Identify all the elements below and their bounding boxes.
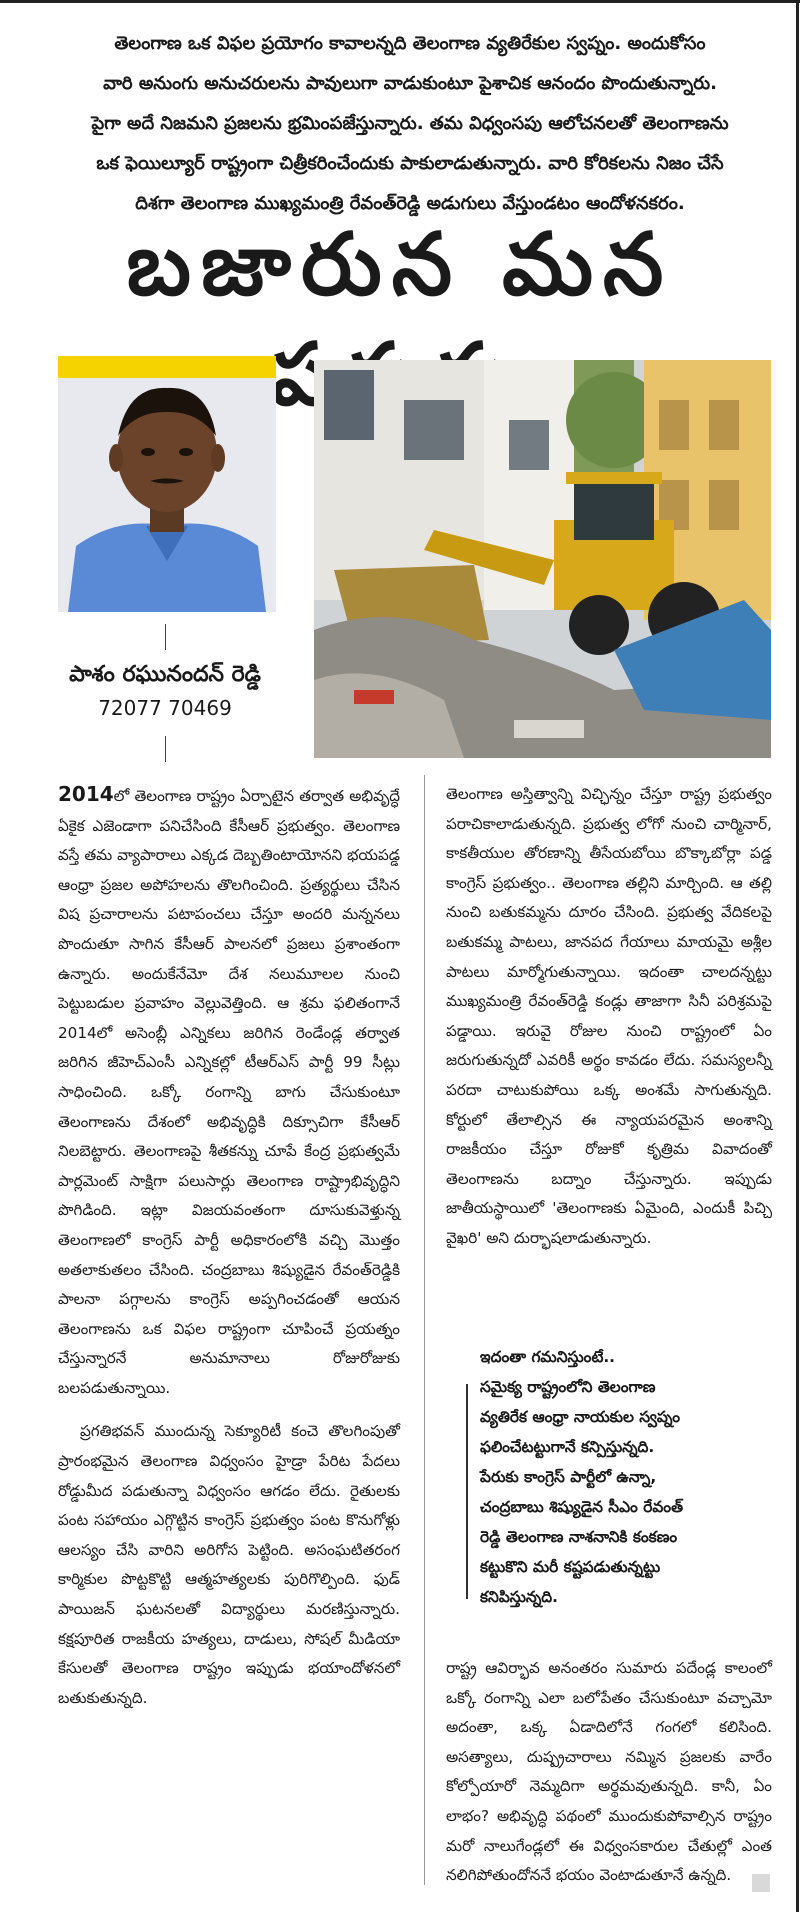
pull-quote-line: కట్టుకొని మరీ కష్టపడుతున్నట్టు (480, 1558, 661, 1576)
paragraph: ప్రగతిభవన్ ముందున్న సెక్యూరిటీ కంచె తొలగింపుతో ప్రారంభమైన తెలంగాణ విధ్వంసం హైడ్రా పేరిట పేదలు రోడ్డుమీద పడుతున్నా విధ్వంసం ఆగడం లేదు. రైతులకు పంట సహాయం ఎగ్గొట్టిన కాంగ్రెస్ ప్రభుత్వం పంట కొనుగోళ్లు ఆలస్యం చేసి వారిని అరిగోస పెట్టింది. అసంఘటితరంగ కార్మికుల పొట్టకొట్టి ఆత్మహత్యలకు పురిగొల్పింది. ఫుడ్ పాయిజన్ ఘటనలతో విద్యార్థులు మరణిస్తున్నారు. కక్షపూరిత రాజకీయ హత్యలు, దాడులు, సోషల్ మీడియా కేసులతో తెలంగాణ రాష్ట్రం ఇప్పుడు భయాందోళనలో బతుకుతున్నది. (58, 1422, 400, 1707)
body-column-right (446, 780, 772, 1268)
top-border (0, 0, 800, 3)
year-lead: 2014 (58, 782, 114, 806)
deck-line: దిశగా తెలంగాణ ముఖ్యమంత్రి రేవంత్‌రెడ్డి అడుగులు వేస్తుండటం ఆందోళనకరం. (135, 193, 685, 214)
deck-line: వారి అనుంగు అనుచరులను పావులుగా వాడుకుంటూ పైశాచిక ఆనందం పొందుతున్నారు. (103, 73, 717, 94)
article-deck (80, 24, 740, 224)
pull-quote (480, 1342, 770, 1612)
byline (50, 658, 280, 724)
demolition-photo (314, 360, 771, 758)
headline: బజారున మన (126, 215, 674, 315)
pull-quote-line: కనిపిస్తున్నది. (480, 1588, 558, 1606)
author-photo (58, 356, 276, 612)
pull-quote-line: చంద్రబాబు శిష్యుడైన సీఎం రేవంత్ (480, 1498, 684, 1516)
deck-line: పైగా అదే నిజమని ప్రజలను భ్రమింపజేస్తున్నారు. తమ విధ్వంసపు ఆలోచనలతో తెలంగాణను (91, 113, 729, 134)
right-border (796, 0, 799, 1912)
body-column-left (58, 780, 400, 1727)
pull-quote-line: సమైక్య రాష్ట్రంలోని తెలంగాణ (480, 1378, 656, 1396)
byline-divider (165, 736, 166, 762)
pull-quote-line: ఫలించేటట్టుగానే కన్పిస్తున్నది. (480, 1438, 655, 1456)
paragraph: రాష్ట్ర ఆవిర్భావ అనంతరం సుమారు పదేండ్ల కాలంలో ఒక్కో రంగాన్ని ఎలా బలోపేతం చేసుకుంటూ వచ్చామో అదంతా, ఒక్క ఏడాదిలోనే గంగలో కలిసింది. అసత్యాలు, దుష్ప్రచారాలు నమ్మిన ప్రజలకు వారేం కోల్పోయారో నెమ్మదిగా అర్థమవుతున్నది. కానీ, ఏం లాభం? అభివృద్ధి పథంలో ముందుకుపోవాల్సిన రాష్ట్రం మరో నాలుగేండ్లలో ఈ విధ్వంసకారుల చేతుల్లో ఎంత నలిగిపోతుందోననే భయం వెంటాడుతూనే ఉన్నది. (446, 1659, 772, 1885)
byline-divider (165, 624, 166, 650)
deck-line: తెలంగాణ ఒక విఫల ప్రయోగం కావాలన్నది తెలంగాణ వ్యతిరేకుల స్వప్నం. అందుకోసం (114, 33, 706, 54)
pull-quote-line: ఇదంతా గమనిస్తుంటే.. (480, 1348, 616, 1366)
paragraph-text: లో తెలంగాణ రాష్ట్రం ఏర్పాటైన తర్వాత అభివృద్ధే ఏకైక ఎజెండాగా పనిచేసింది కేసీఆర్ ప్రభుత్వం. తెలంగాణ వస్తే తమ వ్యాపారాలు ఎక్కడ దెబ్బతింటాయోనని భయపడ్డ ఆంధ్రా ప్రజల అపోహలను తొలగించింది. ప్రత్యర్థులు చేసిన విష ప్రచారాలను పటాపంచలు చేస్తూ అందరి మన్ననలు పొందుతూ సాగిన కేసీఆర్ పాలనలో ప్రజలు ప్రశాంతంగా ఉన్నారు. అందుకేనేమో దేశ నలుమూలల నుంచి పెట్టుబడుల ప్రవాహం వెల్లువెత్తింది. ఆ శ్రమ ఫలితంగానే 2014లో అసెంబ్లీ ఎన్నికలు జరిగిన రెండేండ్ల తర్వాత జరిగిన జీహెచ్ఎంసీ ఎన్నికల్లో టీఆర్ఎస్ పార్టీ 99 సీట్లు సాధించింది. ఒక్కో రంగాన్ని బాగు చేసుకుంటూ తెలంగాణను దేశంలో అభివృద్ధికి దిక్సూచిగా కేసీఆర్ నిలబెట్టారు. తెలంగాణపై శీతకన్ను చూపే కేంద్ర ప్రభుత్వమే పార్లమెంట్ సాక్షిగా పలుసార్లు తెలంగాణ రాష్ట్రాభివృద్ధిని పొగిడింది. ఇట్లా విజయవంతంగా దూసుకువెళ్తున్న తెలంగాణలో కాంగ్రెస్ పార్టీ అధికారంలోకి వచ్చి మొత్తం అతలాకుతలం చేసింది. చంద్రబాబు శిష్యుడైన రేవంత్‌రెడ్డికి పాలనా పగ్గాలను కాంగ్రెస్ అప్పగించడంతో ఆయన తెలంగాణను ఒక విఫల రాష్ట్రంగా చూపించే ప్రయత్నం చేస్తున్నారనే అనుమానాలు రోజురోజుకు బలపడుతున్నాయి. (58, 787, 400, 1397)
paragraph (58, 780, 400, 1403)
end-mark (752, 1874, 770, 1892)
pull-quote-bar (466, 1384, 468, 1599)
deck-line: ఒక ఫెయిల్యూర్ రాష్ట్రంగా చిత్రీకరించేందుకు పాకులాడుతున్నారు. వారి కోరికలను నిజం చేసే (96, 153, 724, 174)
body-column-right-continued (446, 1654, 772, 1905)
pull-quote-line: పేరుకు కాంగ్రెస్ పార్టీలో ఉన్నా, (480, 1468, 657, 1486)
pull-quote-line: రెడ్డి తెలంగాణ నాశనానికి కంకణం (480, 1528, 678, 1546)
pull-quote-line: వ్యతిరేక ఆంధ్రా నాయకుల స్వప్నం (480, 1408, 681, 1426)
author-name: పాశం రఘునందన్ రెడ్డి (69, 662, 261, 687)
author-phone: 72077 70469 (98, 696, 232, 720)
paragraph: తెలంగాణ అస్తిత్వాన్ని విచ్ఛిన్నం చేస్తూ రాష్ట్ర ప్రభుత్వం పరాచికాలాడుతున్నది. ప్రభుత్వ లోగో నుంచి చార్మినార్, కాకతీయుల తోరణాన్ని తీసేయబోయి బొక్కాబోర్లా పడ్డ కాంగ్రెస్ ప్రభుత్వం.. తెలంగాణ తల్లిని మార్చింది. ఆ తల్లి నుంచి బతుకమ్మను దూరం చేసింది. ప్రభుత్వ వేదికలపై బతుకమ్మ పాటలు, జానపద గేయాలు మాయమై అశ్లీల పాటలు మార్మోగుతున్నాయి. ఇదంతా చాలదన్నట్టు ముఖ్యమంత్రి రేవంత్‌రెడ్డి కండ్లు తాజాగా సినీ పరిశ్రమపై పడ్డాయి. ఇరువై రోజుల నుంచి రాష్ట్రంలో ఏం జరుగుతున్నదో ఎవరికీ అర్థం కావడం లేదు. సమస్యలన్నీ పరదా చాటుకుపోయి ఒక్క అంశమే సాగుతున్నది. కోర్టులో తేలాల్సిన ఈ న్యాయపరమైన అంశాన్ని రాజకీయం చేస్తూ రోజుకో కృత్రిమ వివాదంతో తెలంగాణను బద్నాం చేస్తున్నారు. ఇప్పుడు జాతీయస్థాయిలో 'తెలంగాణకు ఏమైంది, ఎందుకీ పిచ్చి వైఖరి' అని దుర్భాషలాడుతున్నారు. (446, 785, 772, 1247)
column-divider (424, 775, 425, 1885)
